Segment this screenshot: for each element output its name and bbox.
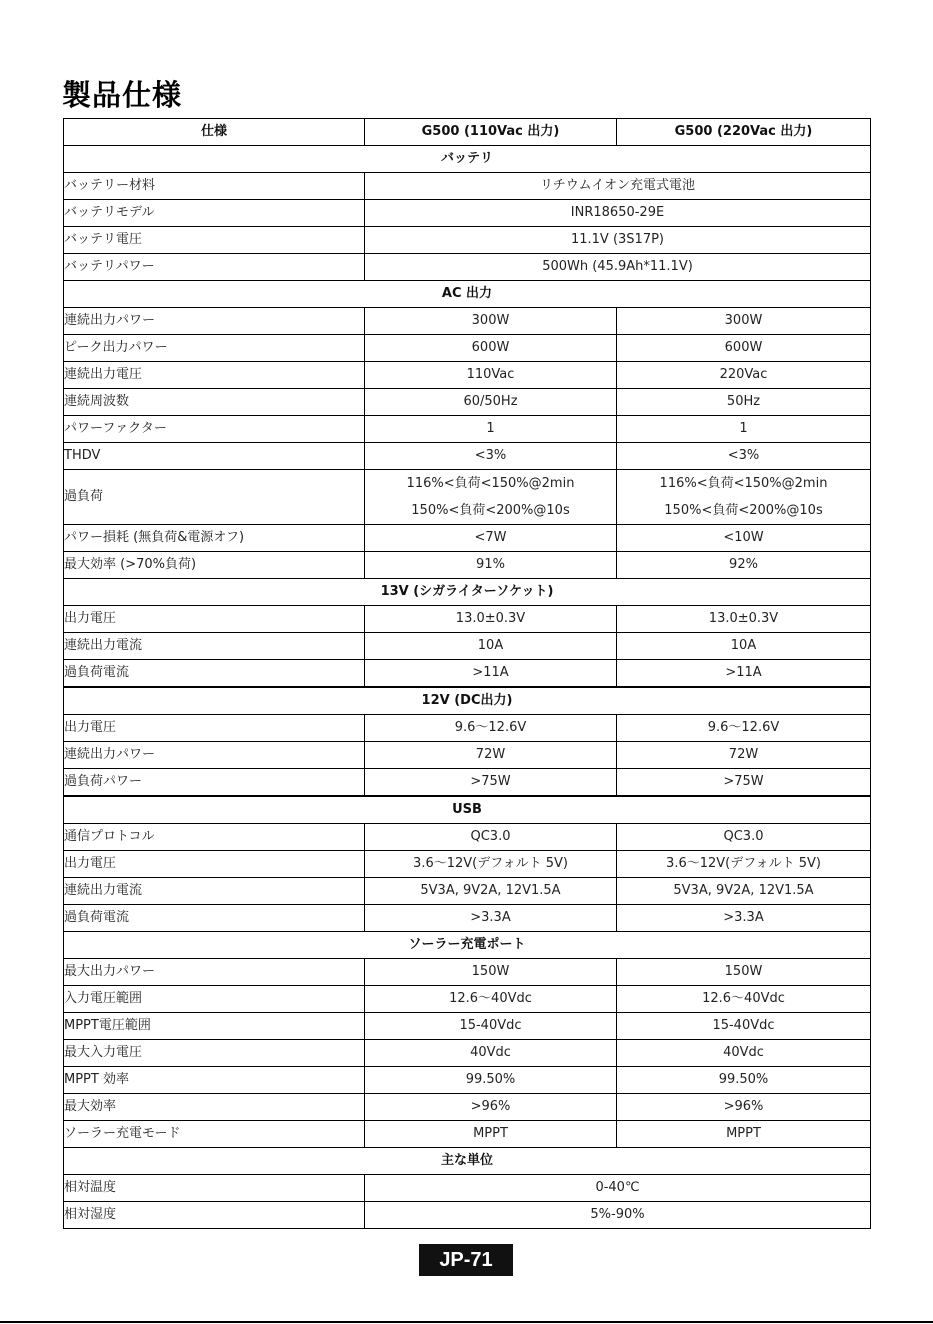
- spec-value-220vac: 99.50%: [617, 1067, 871, 1094]
- spec-label: 過負荷パワー: [64, 769, 365, 797]
- spec-value-220vac: 1: [617, 416, 871, 443]
- section-title: 12V (DC出力): [64, 687, 871, 715]
- spec-value-220vac: 40Vdc: [617, 1040, 871, 1067]
- spec-value-110vac: [365, 470, 617, 525]
- table-row: [64, 878, 871, 905]
- spec-value-220vac: 72W: [617, 742, 871, 769]
- spec-label: 最大効率 (>70%負荷): [64, 552, 365, 579]
- spec-label: バッテリパワー: [64, 254, 365, 281]
- spec-value-shared: 5%-90%: [365, 1202, 871, 1229]
- table-row: [64, 470, 871, 525]
- section-header-row: [64, 281, 871, 308]
- page-number-badge: JP-71: [419, 1244, 513, 1276]
- spec-table-body: [64, 146, 871, 1229]
- spec-label: 入力電圧範囲: [64, 986, 365, 1013]
- spec-label: 連続出力パワー: [64, 742, 365, 769]
- spec-label: MPPT 効率: [64, 1067, 365, 1094]
- spec-label: 過負荷電流: [64, 905, 365, 932]
- spec-value-110vac: >3.3A: [365, 905, 617, 932]
- spec-value-110vac: <3%: [365, 443, 617, 470]
- spec-value-110vac: >11A: [365, 660, 617, 688]
- spec-value-220vac: 9.6～12.6V: [617, 715, 871, 742]
- spec-value-220vac: 150W: [617, 959, 871, 986]
- table-row: [64, 389, 871, 416]
- spec-value-110vac: 600W: [365, 335, 617, 362]
- spec-value-110vac: 9.6～12.6V: [365, 715, 617, 742]
- spec-value-110vac: 91%: [365, 552, 617, 579]
- table-row: [64, 552, 871, 579]
- spec-value-110vac: <7W: [365, 525, 617, 552]
- spec-value-220vac: 50Hz: [617, 389, 871, 416]
- spec-value-220vac: 13.0±0.3V: [617, 606, 871, 633]
- section-title: AC 出力: [64, 281, 871, 308]
- table-row: [64, 660, 871, 688]
- section-header-row: [64, 146, 871, 173]
- section-title: バッテリ: [64, 146, 871, 173]
- spec-value-110vac: 99.50%: [365, 1067, 617, 1094]
- spec-value-110vac: 60/50Hz: [365, 389, 617, 416]
- spec-value-line: 150%<負荷<200%@10s: [664, 503, 823, 518]
- spec-label: バッテリー材料: [64, 173, 365, 200]
- table-row: [64, 1202, 871, 1229]
- table-row: [64, 715, 871, 742]
- spec-label: バッテリモデル: [64, 200, 365, 227]
- spec-label: 出力電圧: [64, 606, 365, 633]
- table-row: [64, 1013, 871, 1040]
- spec-value-110vac: 10A: [365, 633, 617, 660]
- spec-value-110vac: 72W: [365, 742, 617, 769]
- spec-value-220vac: >11A: [617, 660, 871, 688]
- spec-value-110vac: 150W: [365, 959, 617, 986]
- table-row: [64, 986, 871, 1013]
- spec-label: ピーク出力パワー: [64, 335, 365, 362]
- spec-value-220vac: 220Vac: [617, 362, 871, 389]
- table-row: [64, 443, 871, 470]
- table-row: [64, 851, 871, 878]
- spec-value-110vac: 12.6～40Vdc: [365, 986, 617, 1013]
- spec-value-220vac: >3.3A: [617, 905, 871, 932]
- table-row: [64, 742, 871, 769]
- spec-value-shared: INR18650-29E: [365, 200, 871, 227]
- spec-value-220vac: >75W: [617, 769, 871, 797]
- section-header-row: [64, 796, 871, 824]
- column-header-spec: 仕様: [64, 119, 365, 146]
- spec-value-220vac: <3%: [617, 443, 871, 470]
- spec-label: 連続出力電流: [64, 878, 365, 905]
- table-row: [64, 200, 871, 227]
- spec-value-shared: 11.1V (3S17P): [365, 227, 871, 254]
- spec-value-220vac: >96%: [617, 1094, 871, 1121]
- spec-value-110vac: 110Vac: [365, 362, 617, 389]
- column-header-220vac: G500 (220Vac 出力): [617, 119, 871, 146]
- table-row: [64, 1175, 871, 1202]
- spec-label: 過負荷: [64, 470, 365, 525]
- table-row: [64, 308, 871, 335]
- spec-value-shared: 500Wh (45.9Ah*11.1V): [365, 254, 871, 281]
- table-row: [64, 633, 871, 660]
- spec-value-110vac: MPPT: [365, 1121, 617, 1148]
- spec-value-220vac: 10A: [617, 633, 871, 660]
- spec-value-220vac: 300W: [617, 308, 871, 335]
- spec-value-220vac: [617, 470, 871, 525]
- section-title: USB: [64, 796, 871, 824]
- spec-value-220vac: 92%: [617, 552, 871, 579]
- section-header-row: [64, 1148, 871, 1175]
- table-row: [64, 525, 871, 552]
- spec-value-220vac: MPPT: [617, 1121, 871, 1148]
- spec-label: ソーラー充電モード: [64, 1121, 365, 1148]
- spec-value-110vac: 15-40Vdc: [365, 1013, 617, 1040]
- spec-value-220vac: 15-40Vdc: [617, 1013, 871, 1040]
- table-row: [64, 905, 871, 932]
- table-header-row: [64, 119, 871, 146]
- section-header-row: [64, 932, 871, 959]
- table-row: [64, 335, 871, 362]
- table-row: [64, 227, 871, 254]
- table-row: [64, 1067, 871, 1094]
- spec-value-line: 116%<負荷<150%@2min: [659, 476, 828, 491]
- spec-value-110vac: 5V3A, 9V2A, 12V1.5A: [365, 878, 617, 905]
- table-row: [64, 1121, 871, 1148]
- table-row: [64, 959, 871, 986]
- spec-label: バッテリ電圧: [64, 227, 365, 254]
- spec-label: 連続出力パワー: [64, 308, 365, 335]
- table-row: [64, 362, 871, 389]
- spec-value-220vac: 5V3A, 9V2A, 12V1.5A: [617, 878, 871, 905]
- bottom-divider: [0, 1321, 933, 1323]
- spec-label: パワー損耗 (無負荷&電源オフ): [64, 525, 365, 552]
- spec-label: パワーファクター: [64, 416, 365, 443]
- spec-value-110vac: >75W: [365, 769, 617, 797]
- spec-value-shared: 0-40℃: [365, 1175, 871, 1202]
- spec-label: 連続出力電流: [64, 633, 365, 660]
- table-row: [64, 254, 871, 281]
- spec-table: [63, 118, 871, 1229]
- spec-value-110vac: 40Vdc: [365, 1040, 617, 1067]
- spec-value-220vac: 12.6～40Vdc: [617, 986, 871, 1013]
- spec-value-line: 150%<負荷<200%@10s: [411, 503, 570, 518]
- section-title: 主な単位: [64, 1148, 871, 1175]
- spec-label: 出力電圧: [64, 715, 365, 742]
- table-row: [64, 1094, 871, 1121]
- spec-label: 相対湿度: [64, 1202, 365, 1229]
- spec-label: THDV: [64, 443, 365, 470]
- spec-value-220vac: <10W: [617, 525, 871, 552]
- spec-label: 出力電圧: [64, 851, 365, 878]
- spec-label: 最大入力電圧: [64, 1040, 365, 1067]
- spec-label: 連続出力電圧: [64, 362, 365, 389]
- page-title: 製品仕様: [62, 78, 183, 112]
- spec-value-110vac: 1: [365, 416, 617, 443]
- spec-value-220vac: QC3.0: [617, 824, 871, 851]
- table-row: [64, 606, 871, 633]
- column-header-110vac: G500 (110Vac 出力): [365, 119, 617, 146]
- section-header-row: [64, 687, 871, 715]
- spec-label: 最大効率: [64, 1094, 365, 1121]
- spec-value-220vac: 3.6～12V(デフォルト 5V): [617, 851, 871, 878]
- spec-value-220vac: 600W: [617, 335, 871, 362]
- spec-label: 通信プロトコル: [64, 824, 365, 851]
- spec-label: MPPT電圧範囲: [64, 1013, 365, 1040]
- table-row: [64, 416, 871, 443]
- section-title: ソーラー充電ポート: [64, 932, 871, 959]
- spec-label: 相対温度: [64, 1175, 365, 1202]
- spec-label: 最大出力パワー: [64, 959, 365, 986]
- spec-value-line: 116%<負荷<150%@2min: [406, 476, 575, 491]
- spec-value-110vac: 300W: [365, 308, 617, 335]
- spec-value-shared: リチウムイオン充電式電池: [365, 173, 871, 200]
- table-row: [64, 1040, 871, 1067]
- spec-value-110vac: QC3.0: [365, 824, 617, 851]
- spec-label: 過負荷電流: [64, 660, 365, 688]
- table-row: [64, 769, 871, 797]
- spec-label: 連続周波数: [64, 389, 365, 416]
- table-row: [64, 173, 871, 200]
- spec-value-110vac: 13.0±0.3V: [365, 606, 617, 633]
- section-header-row: [64, 579, 871, 606]
- table-row: [64, 824, 871, 851]
- spec-value-110vac: >96%: [365, 1094, 617, 1121]
- spec-value-110vac: 3.6～12V(デフォルト 5V): [365, 851, 617, 878]
- section-title: 13V (シガライターソケット): [64, 579, 871, 606]
